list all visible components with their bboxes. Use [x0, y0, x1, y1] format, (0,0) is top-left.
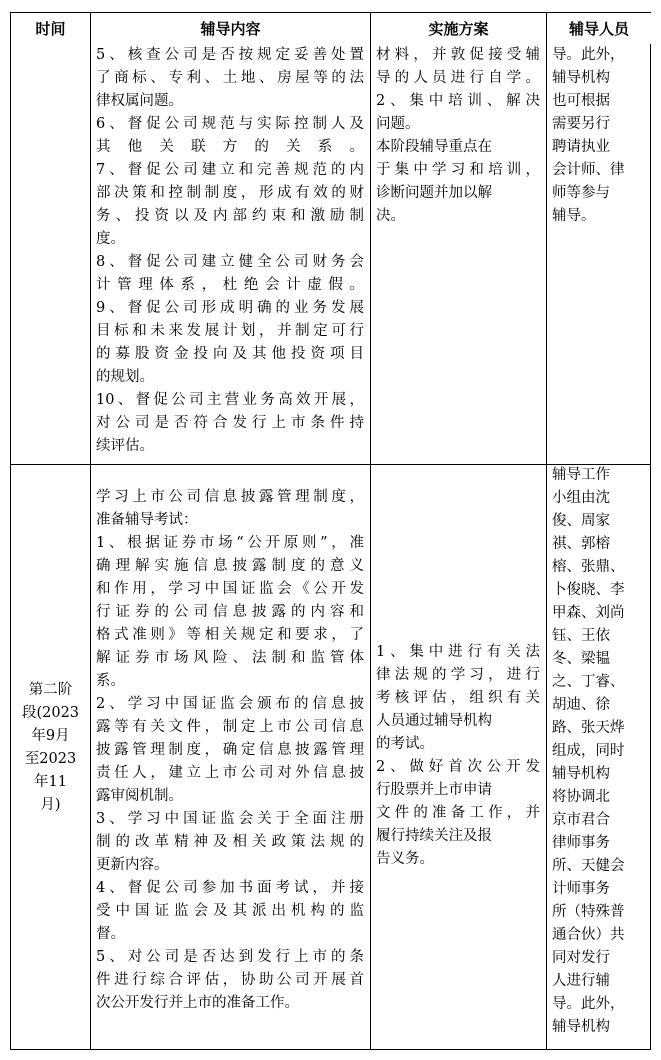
text-line: 同对发行	[552, 950, 610, 966]
text-line: 务、投资以及内部约束和激励制	[96, 208, 364, 224]
header-time: 时间	[11, 13, 90, 44]
text-line: 和作用，学习中国证监会《公开发	[96, 581, 364, 597]
text-line: 导的人员进行自学。	[376, 70, 540, 86]
text-line: 格式准则》等相关规定和要求，了	[96, 627, 364, 643]
text-line: 的募股资金投向及其他投资项目	[96, 346, 364, 362]
text-line: 辅导机构	[552, 70, 610, 86]
text-line: 件进行综合评估，协助公司开展首	[96, 972, 364, 988]
text-line: 本阶段辅导重点在	[376, 139, 492, 155]
row1-plan-cell	[376, 44, 540, 228]
text-line: 第二阶	[28, 682, 73, 698]
text-line: 之、丁睿、	[552, 674, 625, 690]
row2-time-cell	[13, 679, 88, 817]
header-plan: 实施方案	[371, 13, 546, 44]
text-line: 于集中学习和培训，	[376, 162, 540, 178]
coaching-schedule-table	[10, 12, 651, 1050]
row1-staff-cell	[552, 44, 644, 228]
text-line: 3、学习中国证监会关于全面注册	[96, 811, 364, 827]
column-divider	[90, 13, 91, 1049]
text-line: 卜俊晓、李	[552, 582, 625, 598]
text-line: 履行持续关注及报	[376, 828, 492, 844]
text-line: 将协调北	[552, 789, 610, 805]
text-line: 律法规的学习，进行	[376, 667, 540, 683]
text-line: 问题。	[376, 116, 420, 132]
text-line: 计管理体系，杜绝会计虚假。	[96, 277, 364, 293]
row2-staff-cell	[552, 464, 644, 1039]
text-line: 小组由沈	[552, 490, 610, 506]
text-line: 露审阅机制。	[96, 788, 183, 804]
text-line: 部决策和控制制度，形成有效的财	[96, 185, 364, 201]
text-line: 年11	[34, 774, 67, 790]
text-line: 制的改革精神及相关政策法规的	[96, 834, 364, 850]
row2-content-cell	[96, 486, 364, 1015]
text-line: 行股票并上市申请	[376, 782, 492, 798]
text-line: 会计师、律	[552, 162, 625, 178]
text-line: 组成，同时	[552, 743, 625, 759]
text-line: 确理解实施信息披露制度的意义	[96, 558, 364, 574]
text-line: 诊断问题并加以解	[376, 185, 492, 201]
text-line: 人员通过辅导机构	[376, 713, 492, 729]
text-line: 师等参与	[552, 185, 610, 201]
text-line: 甲森、刘尚	[552, 605, 625, 621]
text-line: 决。	[376, 208, 405, 224]
text-line: 通合伙）共	[552, 927, 625, 943]
text-line: 其他关联方的关系。	[96, 139, 364, 155]
row2-plan-cell	[376, 641, 540, 871]
text-line: 解证券市场风险、法制和监管体	[96, 650, 364, 666]
column-divider	[546, 13, 547, 1049]
text-line: 4、督促公司参加书面考试，并接	[96, 880, 364, 896]
text-line: 导。此外，	[552, 996, 625, 1012]
text-line: 的规划。	[96, 369, 154, 385]
text-line: 6、督促公司规范与实际控制人及	[96, 116, 364, 132]
text-line: 月)	[40, 797, 61, 813]
text-line: 受中国证监会及其派出机构的监	[96, 903, 364, 919]
text-line: 需要另行	[552, 116, 610, 132]
text-line: 计师事务	[552, 881, 610, 897]
text-line: 9、督促公司形成明确的业务发展	[96, 300, 364, 316]
text-line: 2、做好首次公开发	[376, 759, 540, 775]
text-line: 聘请执业	[552, 139, 610, 155]
text-line: 续评估。	[96, 438, 154, 454]
text-line: 度。	[96, 231, 125, 247]
text-line: 路、张天烨	[552, 720, 625, 736]
text-line: 7、督促公司建立和完善规范的内	[96, 162, 364, 178]
text-line: 露等有关文件，制定上市公司信息	[96, 719, 364, 735]
text-line: 责任人，建立上市公司对外信息披	[96, 765, 364, 781]
text-line: 10、督促公司主营业务高效开展，	[96, 392, 364, 408]
text-line: 辅导机构	[552, 766, 610, 782]
header-staff: 辅导人员	[547, 13, 651, 44]
text-line: 俊、周家	[552, 513, 610, 529]
text-line: 辅导。	[552, 208, 596, 224]
text-line: 律师事务	[552, 835, 610, 851]
text-line: 5、核查公司是否按规定妥善处置	[96, 47, 364, 63]
text-line: 所（特殊普	[552, 904, 625, 920]
text-line: 年9月	[31, 728, 70, 744]
text-line: 律权属问题。	[96, 93, 183, 109]
text-line: 京市君合	[552, 812, 610, 828]
text-line: 行证券的公司信息披露的内容和	[96, 604, 364, 620]
text-line: 钰、王依	[552, 628, 610, 644]
text-line: 材料，并敦促接受辅	[376, 47, 540, 63]
text-line: 目标和未来发展计划，并制定可行	[96, 323, 364, 339]
text-line: 告义务。	[376, 851, 434, 867]
text-line: 准备辅导考试：	[96, 512, 198, 528]
text-line: 次公开发行并上市的准备工作。	[96, 995, 299, 1011]
text-line: 辅导机构	[552, 1019, 610, 1035]
header-content: 辅导内容	[91, 13, 370, 44]
text-line: 披露管理制度，确定信息披露管理	[96, 742, 364, 758]
text-line: 榕、张鼎、	[552, 559, 625, 575]
text-line: 所、天健会	[552, 858, 625, 874]
text-line: 2、学习中国证监会颁布的信息披	[96, 696, 364, 712]
text-line: 了商标、专利、土地、房屋等的法	[96, 70, 364, 86]
text-line: 系。	[96, 673, 125, 689]
text-line: 也可根据	[552, 93, 610, 109]
row1-content-cell	[96, 44, 364, 458]
text-line: 导。此外，	[552, 47, 625, 63]
text-line: 5、对公司是否达到发行上市的条	[96, 949, 364, 965]
text-line: 督。	[96, 926, 125, 942]
text-line: 对公司是否符合发行上市条件持	[96, 415, 364, 431]
text-line: 至2023	[24, 751, 77, 767]
text-line: 1、根据证券市场“公开原则”，准	[96, 535, 364, 551]
column-divider	[370, 13, 371, 1049]
text-line: 人进行辅	[552, 973, 610, 989]
text-line: 胡迪、徐	[552, 697, 610, 713]
text-line: 8、督促公司建立健全公司财务会	[96, 254, 364, 270]
text-line: 冬、梁韫	[552, 651, 610, 667]
text-line: 2、集中培训、解决	[376, 93, 540, 109]
text-line: 1、集中进行有关法	[376, 644, 540, 660]
text-line: 考核评估，组织有关	[376, 690, 540, 706]
text-line: 文件的准备工作，并	[376, 805, 540, 821]
text-line: 学习上市公司信息披露管理制度，	[96, 489, 364, 505]
text-line: 更新内容。	[96, 857, 169, 873]
text-line: 祺、郭榕	[552, 536, 610, 552]
text-line: 段(2023	[21, 705, 80, 721]
text-line: 辅导工作	[552, 467, 610, 483]
text-line: 的考试。	[376, 736, 434, 752]
